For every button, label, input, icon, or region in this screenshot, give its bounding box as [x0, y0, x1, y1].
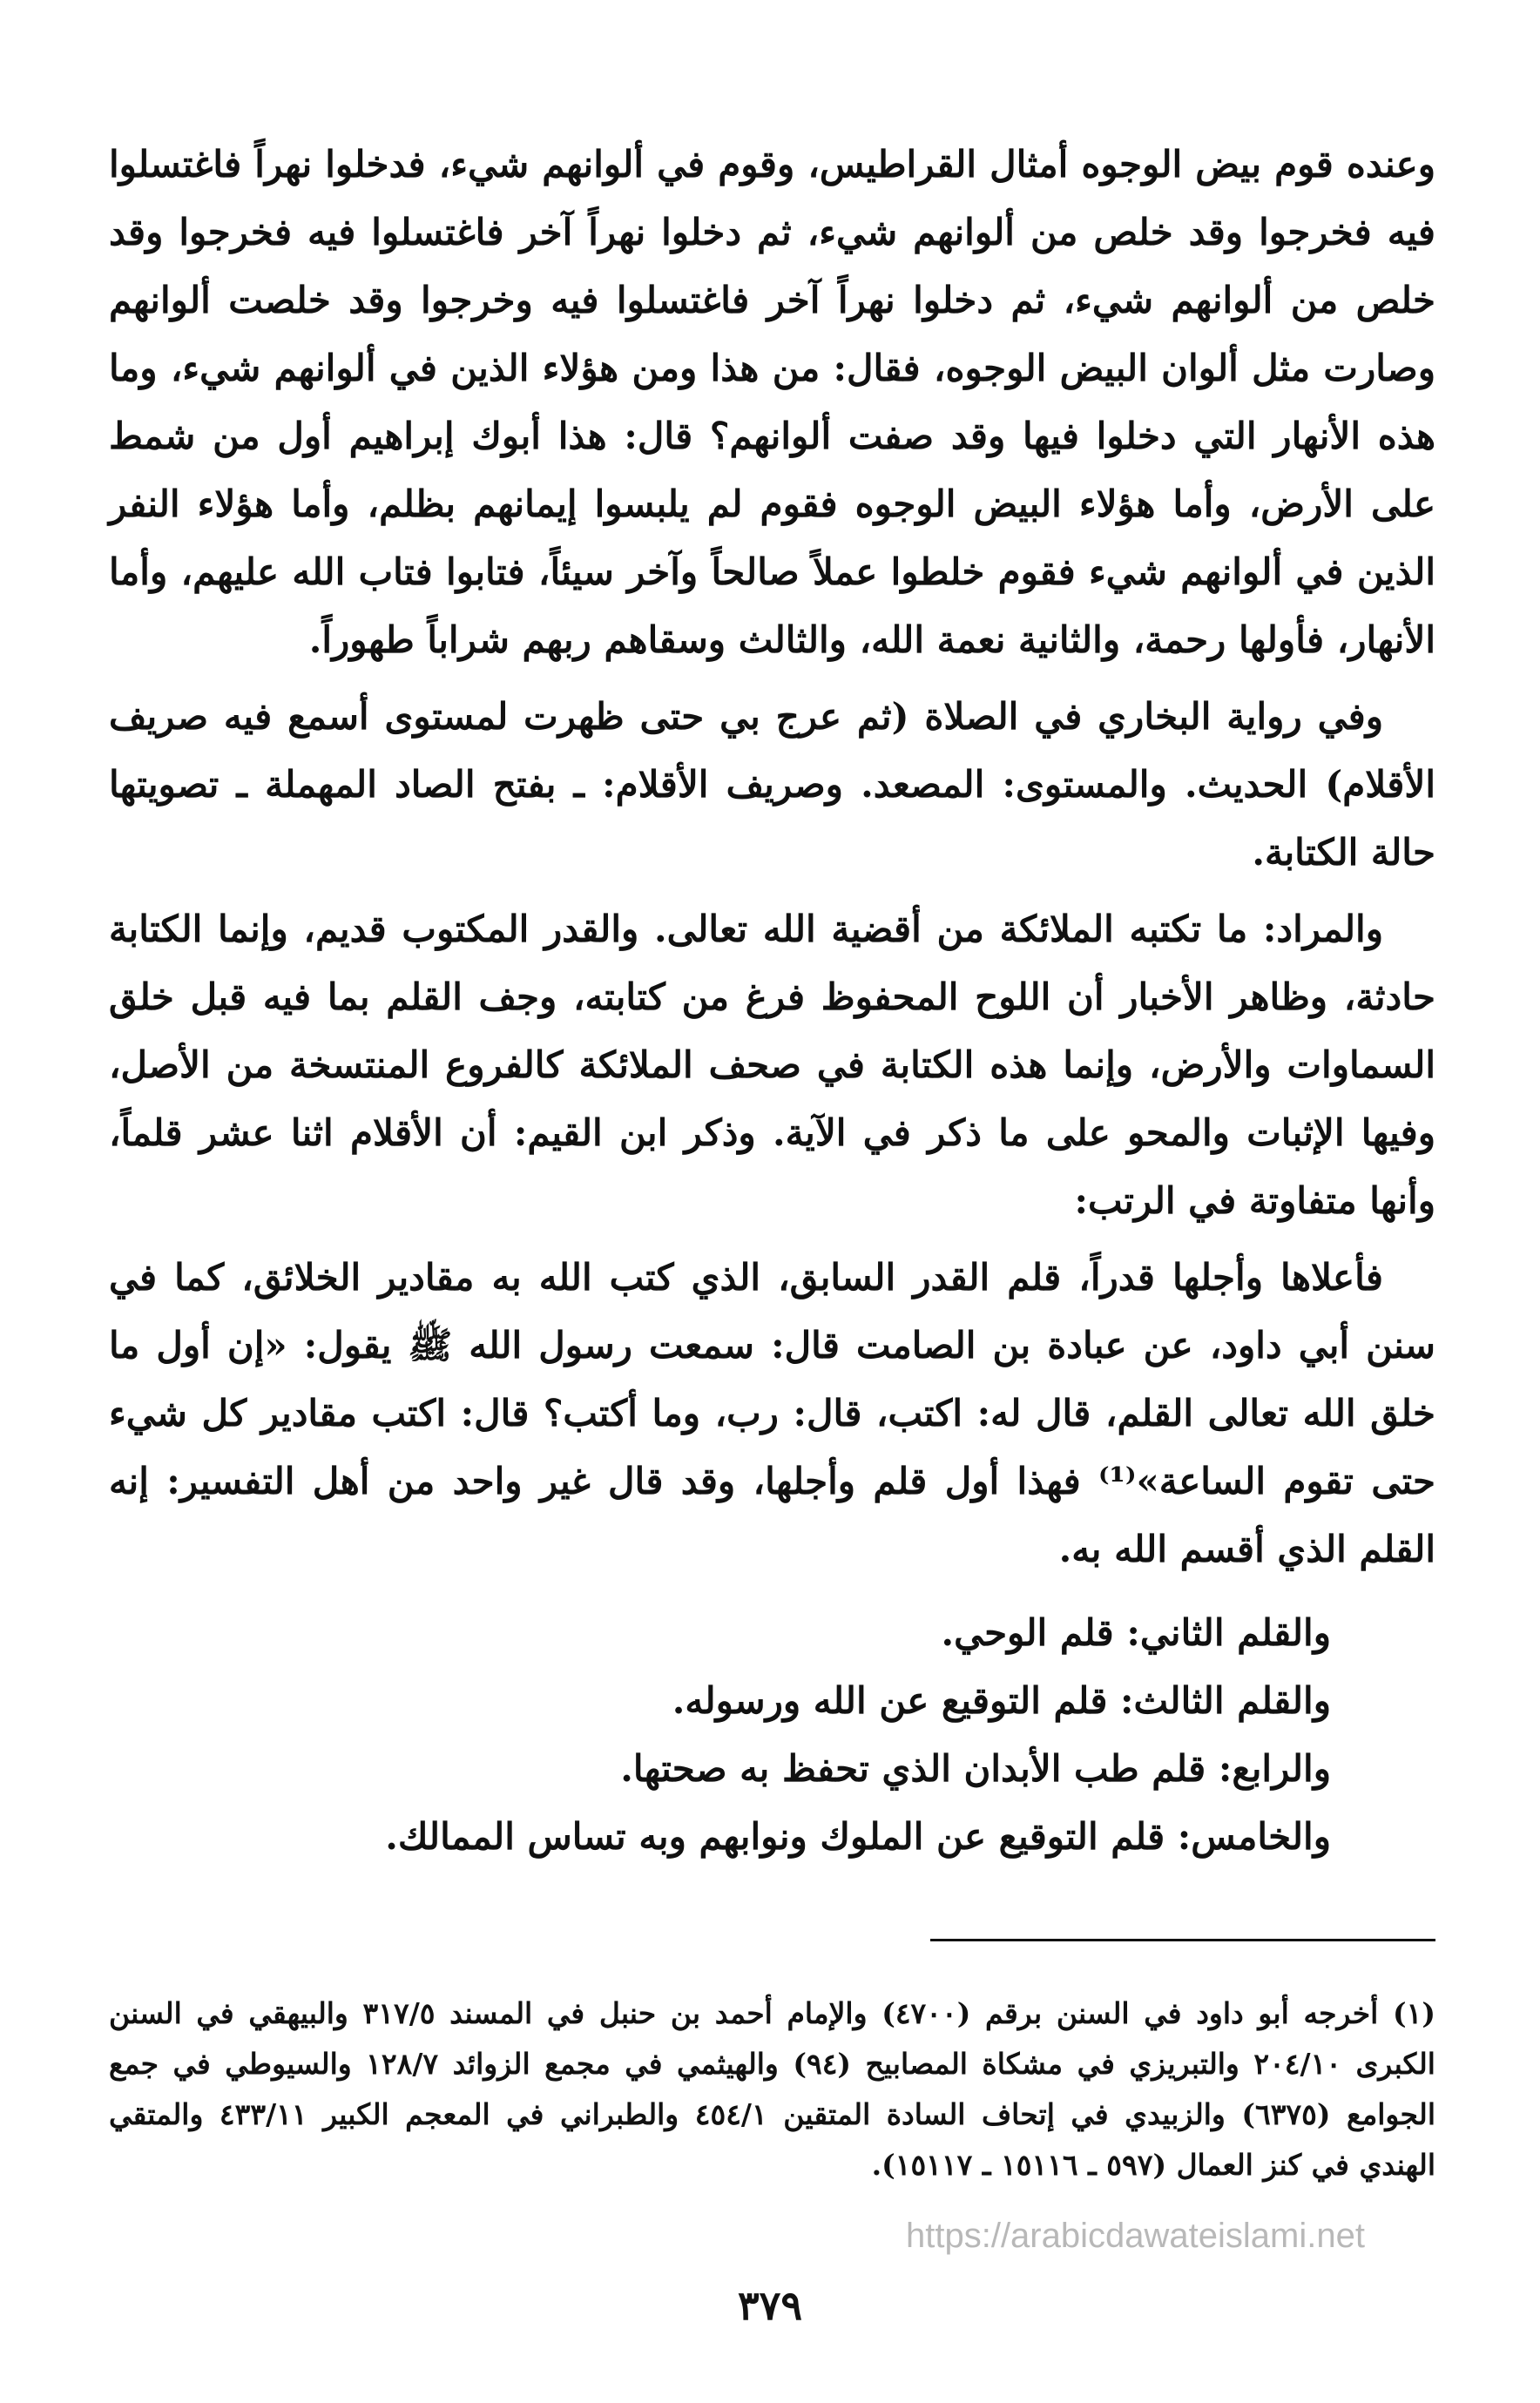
main-text: [109, 131, 1435, 1871]
paragraph-1: وعنده قوم بيض الوجوه أمثال القراطيس، وقوم في ألوانهم شيء، فدخلوا نهراً فاغتسلوا فيه فخرجوا وقد خلص من ألوانهم شيء، ثم دخلوا نهراً آخر فاغتسلوا فيه فخرجوا وقد خلص من ألوانهم شيء، ثم دخلوا نهراً آخر فاغتسلوا فيه وخرجوا وقد خلصت ألوانهم وصارت مثل ألوان البيض الوجوه، فقال: من هذا ومن هؤلاء الذين في ألوانهم شيء، وما هذه الأنهار التي دخلوا فيها وقد صفت ألوانهم؟ قال: هذا أبوك إبراهيم أول من شمط على الأرض، وأما هؤلاء البيض الوجوه فقوم لم يلبسوا إيمانهم بظلم، وأما هؤلاء النفر الذين في ألوانهم شيء فقوم خلطوا عملاً صالحاً وآخر سيئاً، فتابوا فتاب الله عليهم، وأما الأنهار، فأولها رحمة، والثانية نعمة الله، والثالث وسقاهم ربهم شراباً طهوراً.: [109, 143, 1435, 661]
pen-item-fifth: والخامس: قلم التوقيع عن الملوك ونوابهم وبه تساس الممالك.: [385, 1815, 1331, 1858]
paragraph-3: والمراد: ما تكتبه الملائكة من أقضية الله تعالى. والقدر المكتوب قديم، وإنما الكتابة حادثة، وظاهر الأخبار أن اللوح المحفوظ فرغ من كتابته، وجف القلم بما فيه قبل خلق السماوات والأرض، وإنما هذه الكتابة في صحف الملائكة كالفروع المنتسخة من الأصل، وفيها الإثبات والمحو على ما ذكر في الآية. وذكر ابن القيم: أن الأقلام اثنا عشر قلماً، وأنها متفاوتة في الرتب:: [109, 908, 1435, 1222]
paragraph-2: وفي رواية البخاري في الصلاة (ثم عرج بي حتى ظهرت لمستوى أسمع فيه صريف الأقلام) الحديث. والمستوى: المصعد. وصريف الأقلام: ـ بفتح الصاد المهملة ـ تصويتها حالة الكتابة.: [109, 695, 1435, 874]
pen-item-second: والقلم الثاني: قلم الوحي.: [941, 1611, 1331, 1654]
pens-list: [109, 1599, 1435, 1871]
page-number: ٣٧٩: [737, 2282, 803, 2329]
pen-item-third: والقلم الثالث: قلم التوقيع عن الله ورسوله.: [672, 1679, 1331, 1722]
footnote: (١) أخرجه أبو داود في السنن برقم (٤٧٠٠) والإمام أحمد بن حنبل في المسند ٣١٧/٥ والبيهقي في السنن الكبرى ٢٠٤/١٠ والتبريزي في مشكاة المصابيح (٩٤) والهيثمي في مجمع الزوائد ١٢٨/٧ والسيوطي في جمع الجوامع (٦٣٧٥) والزبيدي في إتحاف السادة المتقين ٤٥٤/١ والطبراني في المعجم الكبير ٤٣٣/١١ والمتقي الهندي في كنز العمال (٥٩٧ ـ ١٥١١٦ ـ ١٥١١٧).: [109, 1996, 1435, 2182]
footnote-divider: [930, 1939, 1435, 1941]
pen-item-fourth: والرابع: قلم طب الأبدان الذي تحفظ به صحتها.: [620, 1747, 1331, 1790]
watermark-url: https://arabicdawateislami.net: [906, 2217, 1365, 2255]
paragraph-4: فأعلاها وأجلها قدراً، قلم القدر السابق، الذي كتب الله به مقادير الخلائق، كما في سنن أبي داود، عن عبادة بن الصامت قال: سمعت رسول الله ﷺ يقول: «إن أول ما خلق الله تعالى القلم، قال له: اكتب، قال: رب، وما أكتب؟ قال: اكتب مقادير كل شيء حتى تقوم الساعة»⁽¹⁾ فهذا أول قلم وأجلها، وقد قال غير واحد من أهل التفسير: إنه القلم الذي أقسم الله به.: [109, 1256, 1435, 1570]
